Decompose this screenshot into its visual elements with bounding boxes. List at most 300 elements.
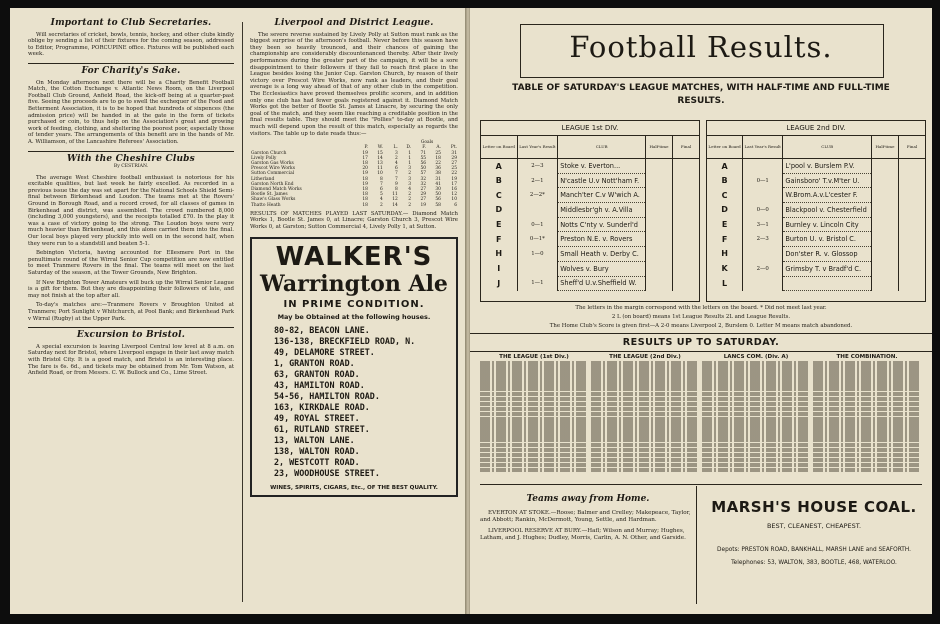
results-table-row: [591, 458, 699, 463]
walkers-ale-advert: [250, 237, 458, 498]
last-year-result: [743, 247, 783, 262]
right-column: [250, 16, 458, 497]
fixture-row: [707, 276, 925, 291]
half-time-cell: [872, 276, 899, 291]
coal-name: MARSH'S HOUSE COAL.: [711, 498, 917, 516]
results-table-row: [591, 432, 699, 437]
results-table-row: [591, 468, 699, 473]
left-page: [10, 8, 467, 614]
table-cell: 19: [362, 150, 368, 156]
league-div2-table: [707, 136, 925, 291]
ad-house-address: 2, WESTCOTT ROAD.: [274, 456, 360, 467]
results-table-row: [702, 468, 810, 473]
table-cell: 50: [435, 192, 441, 198]
results-table-row: [591, 453, 699, 458]
col-final: Final: [899, 136, 926, 159]
results-table-row: [480, 397, 588, 402]
table-cell: 11: [377, 166, 383, 172]
results-table-row: [702, 376, 810, 381]
table-cell: 27: [420, 186, 427, 192]
results-table-row: [591, 381, 699, 386]
col-header: P.: [364, 145, 368, 151]
results-table-row: [813, 443, 921, 448]
cheshire-paragraph: Bebington Victoria, having accounted for Ellesmere Port in the penultimate round of the Wirral Senior Cup competition are now entitled to meet Tranmere Rovers in the final. The teams will meet on the last Saturday of the season, at the Tower Grounds, New Brighton.: [28, 250, 234, 276]
table-cell: 18: [362, 176, 368, 182]
table-cell: 57: [420, 171, 427, 177]
half-time-cell: [872, 173, 899, 188]
table-cell: 2: [408, 192, 412, 198]
fixture-row: [707, 203, 925, 218]
results-table-row: [480, 432, 588, 437]
note-line: The Home Club's Score is given first—A 2-0 means Liverpool 2, Burslem 0. Letter M means match abandoned.: [549, 323, 853, 329]
ad-house-address: 61, RUTLAND STREET.: [274, 423, 370, 434]
last-year-result: 3—1: [743, 217, 783, 232]
fixture-row: [481, 203, 699, 218]
table-cell: 18: [435, 155, 441, 161]
fixture-row: [707, 188, 925, 203]
final-cell: [899, 159, 926, 174]
results-table-title: THE COMBINATION.: [836, 354, 898, 360]
results-table-row: [702, 443, 810, 448]
cheshire-paragraph: To-day's matches are:—Tranmere Rovers v Broughton United at Tranmere; Port Sunlight v Whitchurch, at Pool Bank; and Birkenhead Park v Wirral (Rugby) at the Upper Park.: [28, 302, 234, 322]
col-final: Final: [673, 136, 700, 159]
results-table-row: [813, 366, 921, 371]
results-table-row: [702, 437, 810, 442]
table-cell: 29: [451, 155, 457, 161]
final-cell: [673, 232, 700, 247]
last-year-result: 2—3: [743, 232, 783, 247]
results-table-row: [702, 417, 810, 422]
table-cell: 9: [394, 181, 398, 187]
results-table-row: [480, 366, 588, 371]
table-cell: 4: [380, 197, 383, 203]
fixture-match: Burton U. v. Bristol C.: [783, 232, 872, 247]
table-cell: 7: [380, 181, 383, 187]
table-cell: 18: [362, 192, 368, 198]
ad-house-address: 136-138, BRECKFIELD ROAD, N.: [274, 335, 416, 346]
results-table-row: [813, 371, 921, 376]
results-table-row: [813, 402, 921, 407]
results-table-row: [591, 397, 699, 402]
final-cell: [673, 159, 700, 174]
results-table-row: [813, 386, 921, 391]
table-cell: 2: [408, 202, 412, 208]
section-rule: [28, 63, 234, 64]
col-header: F.: [422, 145, 427, 151]
results-title: RESULTS OF MATCHES PLAYED LAST SATURDAY.—: [250, 210, 409, 217]
results-table-row: [480, 422, 588, 427]
table-cell: 8: [380, 176, 383, 182]
table-cell: 12: [392, 197, 398, 203]
table-cell: 22: [451, 171, 457, 177]
table-cell: 56: [420, 160, 427, 166]
table-cell: 4: [394, 160, 398, 166]
ad-house-address: 49, ROYAL STREET.: [274, 412, 360, 423]
results-table-row: [702, 371, 810, 376]
table-cell: 20: [362, 166, 368, 172]
results-played: [250, 211, 458, 231]
final-cell: [673, 261, 700, 276]
fixture-match: Burnley v. Lincoln City: [783, 217, 872, 232]
col-header: D.: [406, 145, 412, 151]
fixture-match: L'pool v. Burslem P.V.: [783, 159, 872, 174]
results-table-row: [813, 392, 921, 397]
section-rule: [480, 484, 922, 485]
half-time-cell: [646, 232, 673, 247]
fixture-row: [481, 276, 699, 291]
fixture-row: [481, 247, 699, 262]
table-cell: 2: [380, 202, 383, 208]
teams-away-section: [480, 486, 697, 604]
table-cell: 10: [377, 171, 383, 177]
results-table-row: [702, 458, 810, 463]
results-table-row: [813, 422, 921, 427]
half-time-cell: [872, 261, 899, 276]
board-letter: C: [481, 188, 517, 203]
half-time-cell: [872, 232, 899, 247]
fixture-match: Middlesbr'gh v. A.Villa: [558, 203, 646, 218]
league-div1-title: LEAGUE 1st DIV.: [481, 121, 699, 136]
results-table-row: [480, 376, 588, 381]
district-league-text: The severe reverse sustained by Lively Polly at Sutton must rank as the biggest surprise of the afternoon's football. Never before this season have they been so heavily trounced, and their chances of gaining the championship are considerably discountenanced thereby. After their lively performances during the greater part of the campaign, it will be a sore disappointment to their followers if they fail to reach first place in the League besides losing the Junior Cup. Garston Church, by reason of their victory over Prescot Wire Works, now rank as leaders, and their goal average is a long way ahead of that of any other club in the competition. The Ecclesiastics have proved themselves prolific scorers, and in addition only one club has had fewer goals registered against it. Diamond Match Works got the better of Bootle St. James at Linacre, by securing the only goal of the match, and they seem like reaching a creditable position in the final results table. They should meet the "Pollies" to-day at Bootle, and much will depend upon the result of this match, especially as regards the visitors. The table up to date reads thus:—: [250, 31, 458, 137]
results-table-row: [480, 402, 588, 407]
results-table-row: [480, 448, 588, 453]
fixture-match: W.Brom.A.v.L'cester F.: [783, 188, 872, 203]
half-time-cell: [872, 203, 899, 218]
fixture-row: [707, 217, 925, 232]
board-letter: L: [707, 276, 743, 291]
section-rule: [28, 151, 234, 152]
results-table-row: [702, 392, 810, 397]
results-table-row: [813, 432, 921, 437]
final-cell: [673, 203, 700, 218]
results-table-row: [480, 468, 588, 473]
results-table-row: [591, 463, 699, 468]
results-table-row: [813, 412, 921, 417]
half-time-cell: [646, 159, 673, 174]
table-cell: 19: [420, 202, 427, 208]
last-year-result: [517, 261, 558, 276]
results-heading: RESULTS UP TO SATURDAY.: [470, 333, 932, 352]
results-table-row: [813, 448, 921, 453]
results-table-row: [591, 417, 699, 422]
final-cell: [899, 173, 926, 188]
table-cell: 50: [420, 166, 427, 172]
results-table-title: THE LEAGUE (1st Div.): [499, 354, 569, 360]
fixture-row: [707, 173, 925, 188]
table-cell: 8: [394, 186, 398, 192]
results-table-row: [480, 458, 588, 463]
table-cell: 3: [408, 181, 412, 187]
table-cell: 3: [394, 150, 398, 156]
ad-house-address: 43, HAMILTON ROAD.: [274, 379, 365, 390]
table-cell: 41: [435, 181, 441, 187]
last-year-result: 0—1*: [517, 232, 558, 247]
results-table-row: [702, 463, 810, 468]
final-cell: [673, 217, 700, 232]
final-cell: [899, 217, 926, 232]
results-table-row: [702, 412, 810, 417]
results-table-row: [480, 453, 588, 458]
results-table-row: [702, 432, 810, 437]
col-header: L.: [393, 145, 398, 151]
club-name: Garston Gas Works: [251, 160, 294, 166]
cheshire-paragraph: The average West Cheshire football enthusiast is notorious for his excitable qualities, but last week he fairly excelled. As recorded in a previous issue the day was set apart for the National Schools Shield Semi-final between Birkenhead and Loudon. The teams met at the Rovers' Ground in Borough Road, and a record crowd, for all classes of games in Birkenhead and district, was assembled. The crowd numbered 8,000 (including 3,000 youngsters), and the receipts totalled £70. In the play it was a case of victory going to the strong. The Loudon boys were very much heavier than Birkenhead, and this alone carried them into the final. Our local boys played very pluckily into well on in the second half, when they were run to a standstill and beaten 5-1.: [28, 174, 234, 247]
table-cell: 30: [435, 186, 441, 192]
table-cell: 7: [394, 171, 398, 177]
everton-team: EVERTON AT STOKE.—Roose; Balmer and Crelley; Makepeace, Taylor, and Abbott; Rankin, McDermott, Young, Settle, and Hardman.: [480, 510, 691, 524]
results-table-row: [480, 412, 588, 417]
bristol-heading: Excursion to Bristol.: [76, 330, 186, 341]
club-name: Lively Polly: [251, 155, 277, 161]
page-subtitle: TABLE OF SATURDAY'S LEAGUE MATCHES, WITH HALF-TIME AND FULL-TIME RESULTS.: [512, 83, 890, 106]
table-cell: 2: [408, 197, 412, 203]
final-cell: [899, 203, 926, 218]
table-cell: 32: [420, 181, 427, 187]
results-table-row: [813, 458, 921, 463]
results-table-row: [591, 392, 699, 397]
results-table-row: [480, 437, 588, 442]
club-secretaries-heading: Important to Club Secretaries.: [50, 18, 212, 28]
board-letter: F: [707, 232, 743, 247]
results-table-row: [591, 366, 699, 371]
results-table-row: [480, 463, 588, 468]
results-table-row: [702, 361, 810, 366]
board-letter: C: [707, 188, 743, 203]
ad-house-list: [258, 325, 450, 479]
results-page: [470, 8, 932, 614]
results-table-row: [813, 427, 921, 432]
board-letter: E: [481, 217, 517, 232]
club-name: Diamond Match Works: [251, 186, 302, 192]
table-cell: 19: [362, 171, 368, 177]
results-table-row: [702, 366, 810, 371]
table-cell: 2: [394, 155, 398, 161]
ad-house-address: 63, GRANTON ROAD.: [274, 368, 360, 379]
results-table-row: [591, 407, 699, 412]
results-table-row: [813, 376, 921, 381]
last-year-result: [743, 159, 783, 174]
col-header: W.: [377, 145, 383, 151]
page-title: Football Results.: [569, 30, 833, 64]
table-cell: 6: [380, 186, 383, 192]
table-cell: 16: [451, 186, 457, 192]
results-table-row: [591, 376, 699, 381]
col-half: Half-time: [646, 136, 673, 159]
results-table-row: [702, 397, 810, 402]
results-table-row: [480, 417, 588, 422]
results-table-row: [813, 361, 921, 366]
board-letter: I: [481, 261, 517, 276]
ad-condition: IN PRIME CONDITION.: [283, 298, 425, 310]
club-name: Prescot Wire Works: [251, 166, 295, 172]
results-table-row: [480, 371, 588, 376]
fixture-match: Small Heath v. Derby C.: [558, 247, 646, 262]
last-year-result: [743, 188, 783, 203]
board-letter: H: [707, 247, 743, 262]
results-tables: [480, 354, 922, 482]
table-cell: 27: [420, 197, 427, 203]
results-table-row: [702, 386, 810, 391]
marsh-coal-advert: [706, 486, 922, 604]
results-table-row: [480, 427, 588, 432]
table-cell: 2: [408, 171, 412, 177]
results-table-row: [702, 427, 810, 432]
table-cell: 25: [435, 150, 441, 156]
final-cell: [899, 247, 926, 262]
last-year-result: 2—3: [517, 159, 558, 174]
col-club: CLUB: [783, 136, 872, 159]
league-div1-rows: [481, 159, 699, 291]
league-div2-rows: [707, 159, 925, 291]
half-time-cell: [646, 261, 673, 276]
table-cell: 31: [435, 176, 441, 182]
half-time-cell: [872, 159, 899, 174]
table-cell: 56: [435, 197, 441, 203]
fixture-match: Stoke v. Everton...: [558, 159, 646, 174]
results-table-row: [591, 443, 699, 448]
cheshire-heading: With the Cheshire Clubs: [67, 153, 195, 164]
results-table-row: [591, 412, 699, 417]
fixture-match: Manch'ter C.v W'wich A.: [558, 188, 646, 203]
table-body: [250, 151, 458, 208]
last-year-result: 0—1: [517, 217, 558, 232]
ad-house-address: 80-82, BEACON LANE.: [274, 324, 370, 335]
table-cell: 31: [451, 150, 457, 156]
col-last: Last Year's Result: [517, 136, 558, 159]
bristol-text: A special excursion is leaving Liverpool Central low level at 8 a.m. on Saturday next for Bristol, where Liverpool engage in their last away match with Bristol City. It is a good match, and Bristol is an interesting place. The fare is 6s. 6d., and tickets may be obtained from Mr. Tom Watson, at Anfield Road, or from Messrs. C. W. Bullock and Co., Lime Street.: [28, 343, 234, 377]
ad-product: Warrington Ale: [260, 270, 448, 297]
last-year-result: 1—1: [517, 276, 558, 291]
results-table-row: [591, 402, 699, 407]
ad-obtain: May be Obtained at the following houses.: [277, 313, 431, 322]
charity-heading: For Charity's Sake.: [81, 65, 181, 76]
table-cell: 29: [420, 192, 427, 198]
table-cell: 58: [435, 202, 441, 208]
fixture-row: [481, 188, 699, 203]
final-cell: [899, 188, 926, 203]
table-cell: 10: [451, 197, 457, 203]
table-cell: 6: [454, 202, 457, 208]
note-line: 2 L (on board) means 1st League Results 2L and League Results.: [611, 314, 791, 320]
cheshire-byline: By CESTRIAN.: [113, 164, 149, 170]
results-table-row: [813, 407, 921, 412]
col-header: A.: [436, 145, 441, 151]
league-div1-box: [480, 120, 700, 302]
cheshire-paragraph: If New Brighton Tower Amateurs will buck up the Wirral Senior League is a gift for them. But they are disappointing their followers of late, and may not finish at the top after all.: [28, 279, 234, 299]
table-cell: 14: [392, 202, 398, 208]
board-letter: A: [481, 159, 517, 174]
table-cell: 18: [362, 197, 368, 203]
table-cell: 1: [408, 160, 412, 166]
results-table-row: [813, 437, 921, 442]
results-table-row: [813, 381, 921, 386]
table-cell: 1: [408, 155, 412, 161]
district-league-table: [250, 140, 458, 208]
table-cell: 71: [420, 150, 427, 156]
club-name: Sutton Commercial: [251, 171, 295, 177]
last-year-result: 0—1: [743, 173, 783, 188]
board-letter: B: [707, 173, 743, 188]
last-year-result: [517, 203, 558, 218]
table-cell: 12: [451, 192, 457, 198]
ad-footer: WINES, SPIRITS, CIGARS, Etc., OF THE BEST QUALITY.: [270, 484, 438, 491]
table-cell: 18: [362, 186, 368, 192]
club-name: Shaw's Glass Works: [251, 197, 296, 203]
reserves-team: LIVERPOOL RESERVE AT BURY.—Hafl; Wilson and Murray; Hughes, Latham, and J. Hughes; Dudley, Morris, Carlin, A. N. Other, and Garside.: [480, 527, 686, 542]
fixture-row: [481, 173, 699, 188]
charity-text: On Monday afternoon next there will be a Charity Benefit Football Match, the Cotton Exchange v. Atlantic News Room, on the Liverpool Football Club Ground, Anfield Road, the kick-off being at a quarter-past five. Seeing the proceeds are to go to swell the exchequer of the Food and Betterment Association, it is to be hoped that hundreds of sixpences (the admission price) will be handed in at the gate in the form of tickets purchased or coin, to thus help on the Association's great and growing work of feeding, clothing, and sheltering the poorest poor, especially those of tender years. The arrangements of this benefit are in the hands of Mr. A. Williamson, of the Lancashire Referees' Association.: [28, 79, 234, 145]
ad-house-address: 49, DELAMORE STREET.: [274, 346, 375, 357]
district-league-heading: Liverpool and District League.: [274, 18, 434, 28]
league-div1-table: [481, 136, 699, 291]
half-time-cell: [872, 217, 899, 232]
results-table-row: [591, 437, 699, 442]
results-table-title: LANCS COM. (Div. A): [723, 354, 789, 360]
results-table-row: [480, 361, 588, 366]
table-cell: 32: [420, 176, 427, 182]
last-year-result: 0—0: [743, 203, 783, 218]
results-table-row: [813, 397, 921, 402]
results-table-row: [702, 453, 810, 458]
table-cell: 11: [392, 192, 398, 198]
last-year-result: 2—0: [743, 261, 783, 276]
results-table-row: [591, 361, 699, 366]
results-table-row: [591, 386, 699, 391]
board-letter: J: [481, 276, 517, 291]
coal-tagline: BEST, CLEANEST, CHEAPEST.: [766, 522, 862, 530]
table-cell: 13: [377, 160, 383, 166]
table-cell: 19: [451, 176, 457, 182]
board-letter: K: [707, 261, 743, 276]
results-table-row: [480, 392, 588, 397]
fixture-row: [481, 232, 699, 247]
results-table-row: [702, 402, 810, 407]
table-row: [250, 203, 458, 208]
table-cell: 14: [377, 155, 383, 161]
half-time-cell: [646, 173, 673, 188]
final-cell: [899, 276, 926, 291]
col-half: Half-time: [872, 136, 899, 159]
results-table-row: [813, 417, 921, 422]
table-cell: 17: [362, 155, 368, 161]
goals-label: Goals: [420, 140, 434, 146]
table-cell: 19: [362, 181, 368, 187]
fixture-match: Gainsboro' T.v.M'ter U.: [783, 173, 872, 188]
coal-telephones: Telephones: 53, WALTON, 383, BOOTLE, 468, WATERLOO.: [731, 560, 897, 566]
results-table-row: [702, 422, 810, 427]
club-secretaries-text: Will secretaries of cricket, bowls, tennis, hockey, and other clubs kindly oblige by sending a list of their fixtures for the coming season, addressed to Editor, Programme, PORCUPINE office. Fixtures will be published each week.: [28, 31, 234, 58]
final-cell: [899, 232, 926, 247]
fixture-row: [707, 261, 925, 276]
left-column: [28, 16, 234, 380]
last-year-result: 2—2*: [517, 188, 558, 203]
results-table-row: [591, 427, 699, 432]
board-letter: A: [707, 159, 743, 174]
last-year-result: 1—0: [517, 247, 558, 262]
table-cell: 4: [408, 186, 412, 192]
ad-brand: WALKER'S: [275, 241, 433, 272]
half-time-cell: [646, 276, 673, 291]
table-cell: 25: [451, 166, 457, 172]
club-name: Thatto Heath: [251, 202, 281, 208]
final-cell: [673, 188, 700, 203]
right-page: [470, 8, 932, 614]
half-time-cell: [646, 203, 673, 218]
results-table-row: [591, 422, 699, 427]
fixture-match: Don'ster R. v. Glossop: [783, 247, 872, 262]
fixture-match: Preston N.E. v. Rovers: [558, 232, 646, 247]
